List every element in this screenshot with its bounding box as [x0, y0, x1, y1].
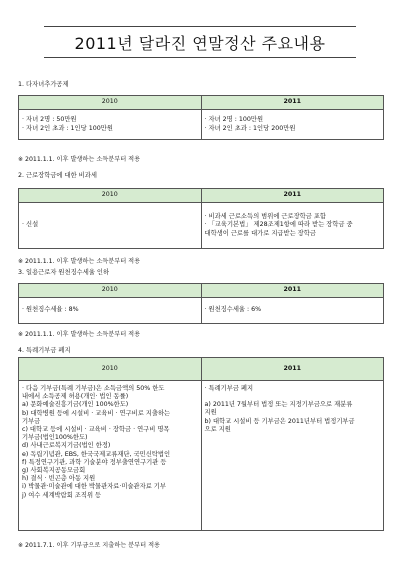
section-table-2: [18, 188, 384, 249]
cell-line: b) 대학병원 등에 시설비 · 교육비 · 연구비로 지출하는: [22, 409, 171, 417]
note-text: 2011.1.1. 이후 발생하는 소득분부터 적용: [25, 156, 141, 163]
column-header-2010: 2010: [19, 358, 202, 381]
cell-line: 으로 지원: [204, 425, 231, 433]
cell-line: a) 문화예술진흥기금(개인 100%한도): [22, 401, 129, 409]
column-header-2011: 2011: [201, 96, 384, 110]
cell-line: · 신설: [22, 221, 39, 229]
cell-line: · 자녀 2명 : 50만원: [22, 116, 77, 124]
section-table-4: [18, 357, 384, 531]
cell-2011: [201, 110, 384, 140]
section-note-3: [18, 329, 140, 338]
column-header-2010: 2010: [19, 284, 202, 298]
column-header-2010: 2010: [19, 189, 202, 203]
cell-2011: [201, 381, 384, 531]
note-mark: ※: [18, 258, 24, 265]
note-text: 2011.1.1. 이후 발생하는 소득분부터 적용: [25, 258, 141, 265]
cell-line: i) 박물관·미술관에 대한 박물관자료·미술관자료 기부: [22, 483, 166, 491]
note-text: 2011.1.1. 이후 발생하는 소득분부터 적용: [25, 331, 141, 338]
cell-line: · 원천징수세율 : 8%: [22, 306, 79, 314]
cell-line: f) 특정연구기관, 과학 기술분야 정부출연연구기관 등: [22, 458, 167, 466]
cell-line: · 자녀 2인 초과 : 1인당 100만원: [22, 124, 113, 132]
section-note-1: [18, 154, 140, 163]
column-header-2011: 2011: [201, 284, 384, 298]
cell-line: 기부금(법인100%한도): [22, 434, 88, 442]
note-text: 2011.7.1. 이후 기부금으로 지출하는 분부터 적용: [25, 542, 161, 549]
cell-line: e) 독립기념관, EBS, 한국국제교류재단, 국민신탁법인: [22, 450, 171, 458]
cell-line: b) 대학교 시설비 등 기부금은 2011년부터 법정기부금: [204, 417, 355, 425]
section-heading-2: 2. 근로장학금에 대한 비과세: [18, 172, 97, 179]
cell-line: d) 사내근로복지기금(법인 한정): [22, 442, 111, 450]
cell-2010: [19, 110, 202, 140]
cell-line: g) 사회복지공동모금회: [22, 467, 86, 475]
cell-2010: [19, 203, 202, 249]
section-heading-3: 3. 일용근로자 원천징수세율 인하: [18, 269, 110, 276]
page-title: 2011년 달라진 연말정산 주요내용: [74, 33, 326, 53]
cell-line: · 자녀 2명 : 100만원: [204, 116, 264, 124]
cell-line: · 다음 기부금(특례 기부금)은 소득금액의 50% 한도: [22, 385, 165, 392]
cell-line: a) 2011년 7월부터 법정 또는 지정기부금으로 재분류: [204, 401, 353, 409]
note-mark: ※: [18, 331, 24, 338]
cell-line: j) 여수 세계박람회 조직위 등: [22, 491, 102, 499]
cell-line: 대학생이 근로를 대가로 지급받는 장학금: [204, 229, 316, 237]
section-table-3: [18, 283, 384, 324]
cell-2011: [201, 298, 384, 324]
cell-2010: [19, 381, 202, 531]
column-header-2011: 2011: [201, 189, 384, 203]
cell-line: 지원: [204, 409, 217, 417]
section-note-2: [18, 256, 140, 265]
section-note-4: [18, 540, 160, 549]
section-heading-4: 4. 특례기부금 폐지: [18, 347, 71, 354]
cell-line: h) 결식 · 빈곤층 아동 지원: [22, 475, 96, 483]
note-mark: ※: [18, 156, 24, 163]
cell-2010: [19, 298, 202, 324]
cell-line: [205, 393, 381, 401]
cell-line: · 「교육기본법」 제28조제1항에 따라 받는 장학금 중: [204, 221, 353, 229]
title-box: [44, 26, 356, 58]
column-header-2010: 2010: [19, 96, 202, 110]
column-header-2011: 2011: [201, 358, 384, 381]
note-mark: ※: [18, 542, 24, 549]
cell-2011: [201, 203, 384, 249]
cell-line: c) 대학교 등에 시설비 · 교육비 · 장학금 · 연구비 명목: [22, 426, 170, 434]
cell-line: · 비과세 근로소득의 범위에 근로장학금 포함: [204, 213, 326, 221]
cell-line: · 특례기부금 폐지: [204, 385, 254, 392]
cell-line: · 원천징수세율 : 6%: [204, 306, 262, 314]
section-heading-1: 1. 다자녀추가공제: [18, 81, 69, 88]
cell-line: 내에서 소득공제 허용(개인· 법인 동률): [22, 393, 129, 401]
cell-line: · 자녀 2인 초과 : 1인당 200만원: [204, 124, 296, 132]
section-table-1: [18, 95, 384, 140]
cell-line: 기부금: [22, 417, 41, 425]
